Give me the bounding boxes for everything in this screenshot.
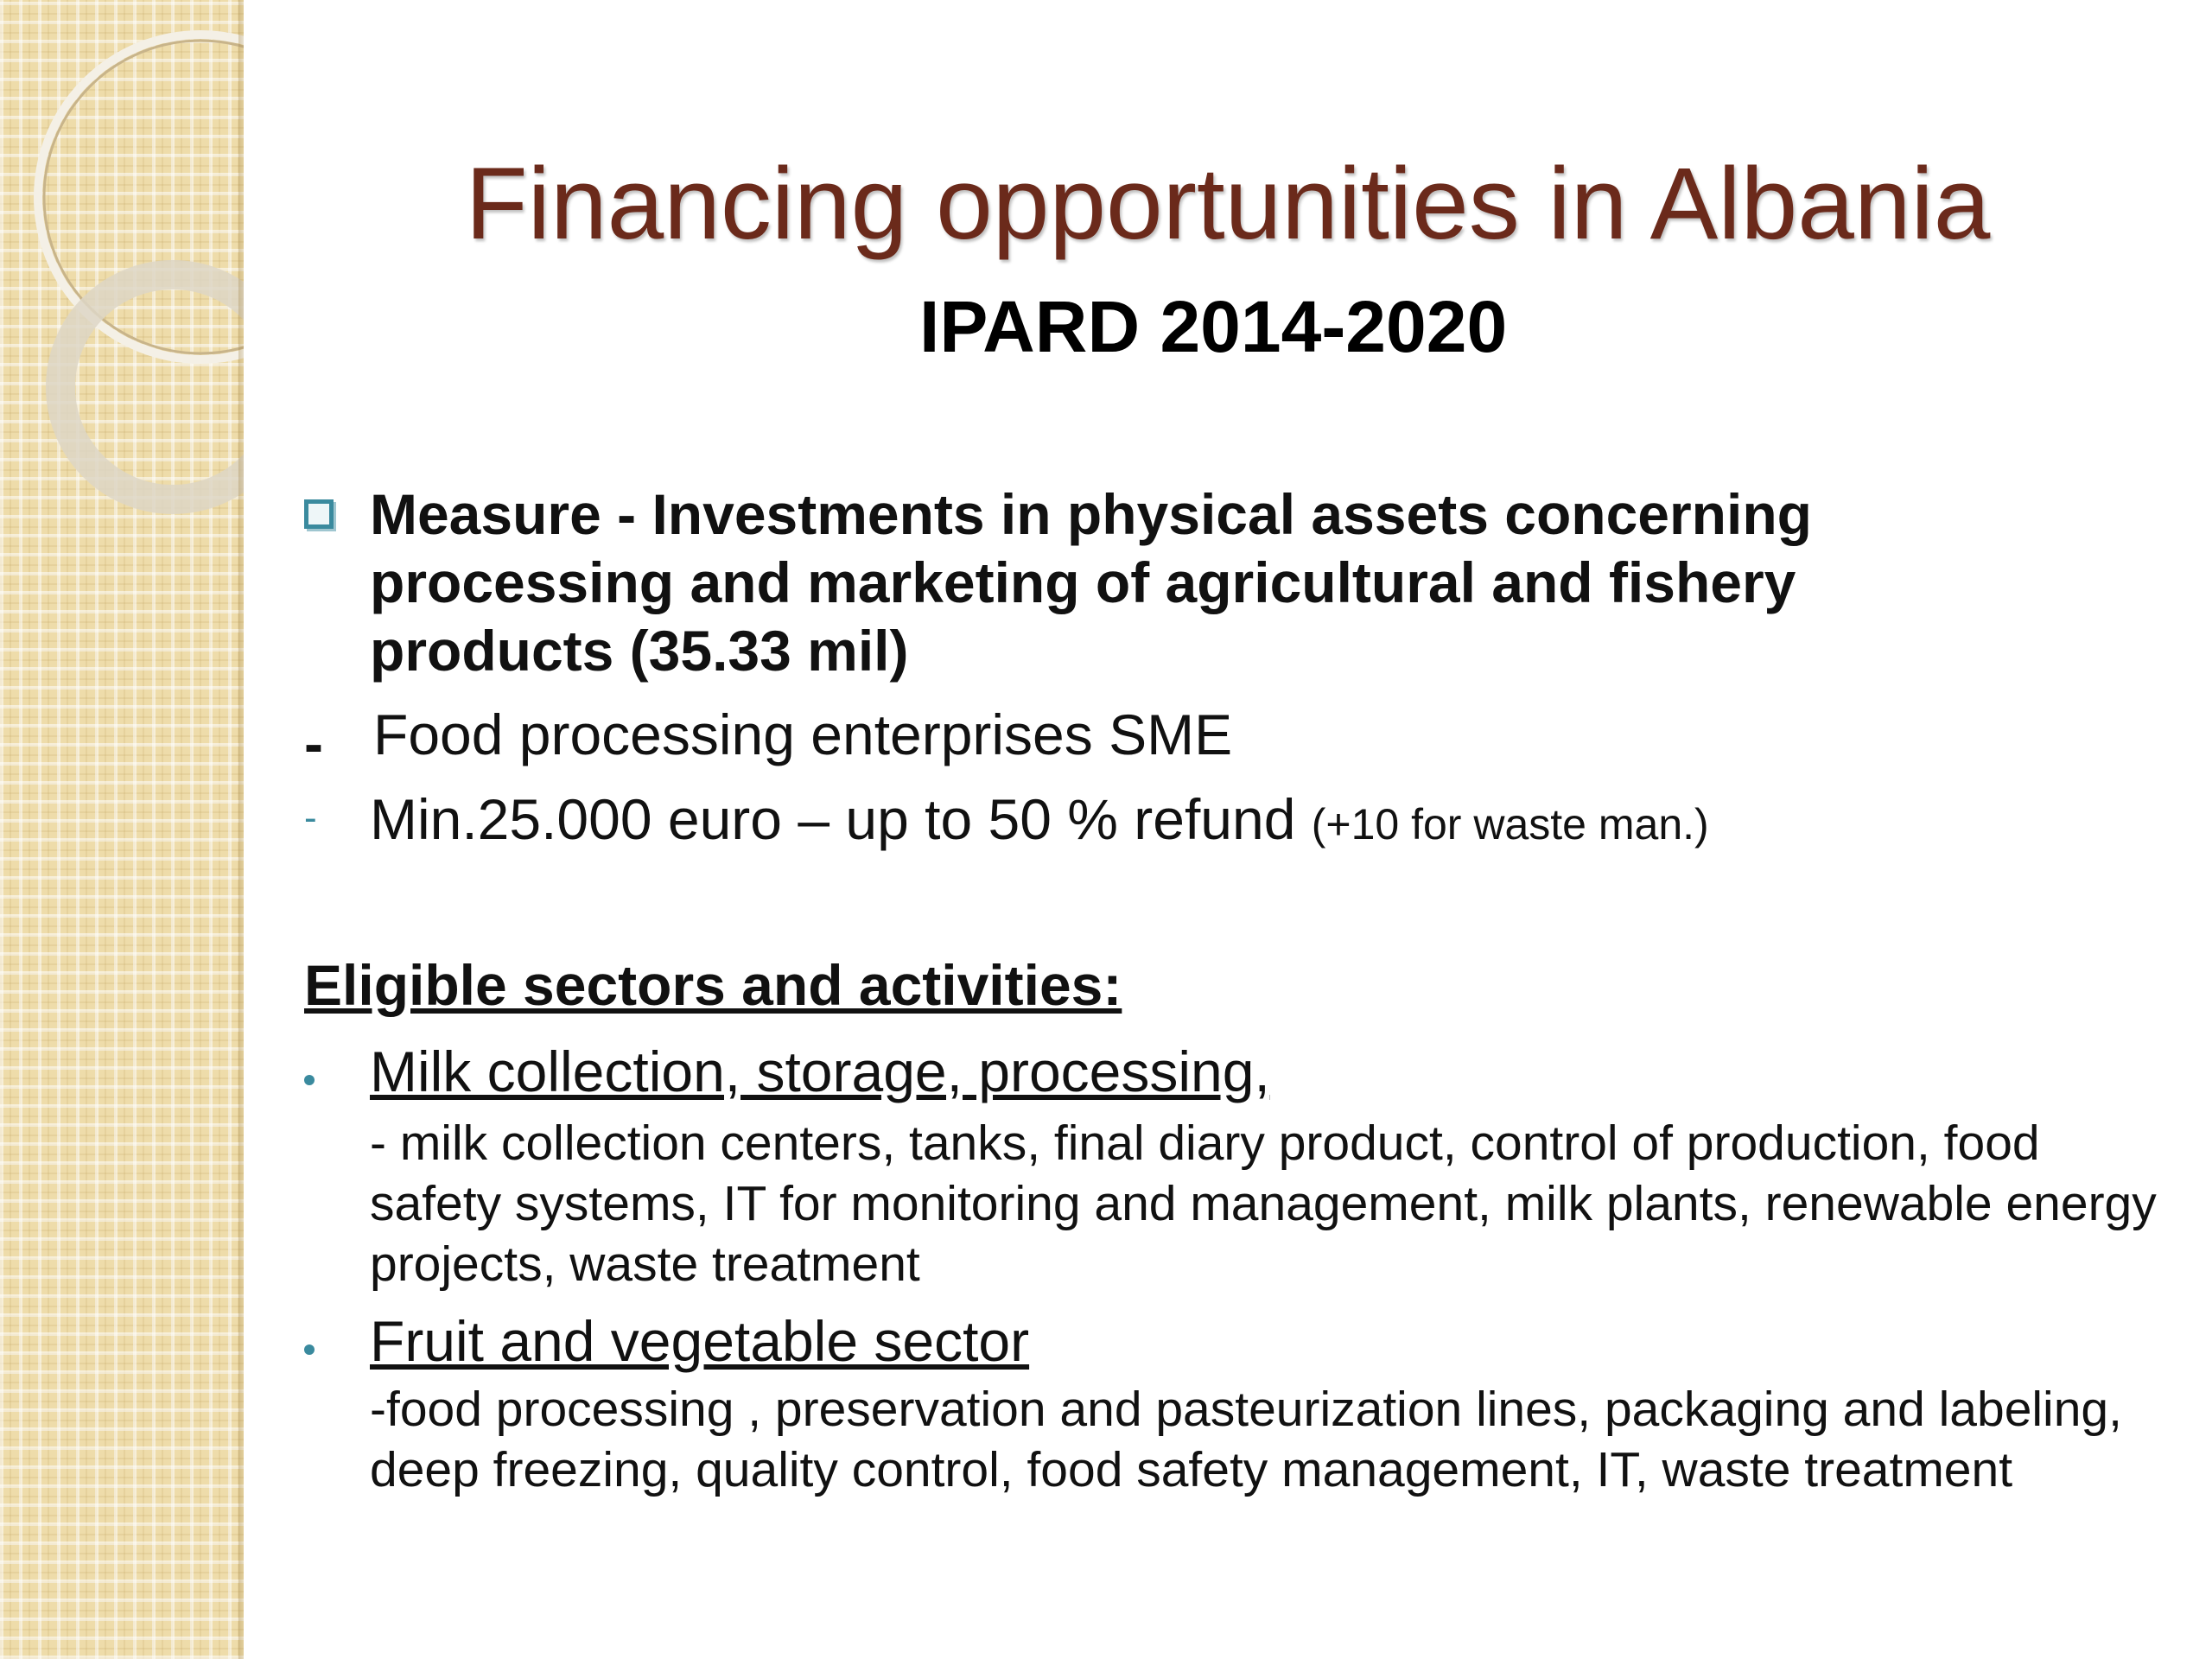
decorative-rings bbox=[0, 0, 244, 536]
measure-text: Measure - Investments in physical assets concerning processing and marketing of agricultural and fishery products (35.33 mil) bbox=[370, 482, 1812, 683]
refund-text: Min.25.000 euro – up to 50 % refund bbox=[370, 787, 1296, 851]
decorative-sidebar bbox=[0, 0, 244, 1659]
sme-line: Food processing enterprises SME bbox=[373, 702, 1233, 766]
ring-large-shadow bbox=[44, 41, 244, 353]
bullet-icon bbox=[304, 1075, 315, 1085]
slide-subtitle: IPARD 2014-2020 bbox=[919, 286, 1508, 367]
ring-large bbox=[38, 35, 244, 359]
refund-note: (+10 for waste man.) bbox=[1311, 800, 1709, 849]
dash-marker: - bbox=[304, 711, 323, 775]
sector-heading-milk: Milk collection, storage, processing, bbox=[370, 1039, 1270, 1103]
sector-description-fruit: -food processing , preservation and pasteurization lines, packaging and labeling, deep freezing, quality control, food safety management, IT, waste treatment bbox=[370, 1382, 2122, 1497]
bullet-icon bbox=[304, 1344, 315, 1355]
slide-title: Financing opportunities in Albania bbox=[465, 147, 1991, 261]
square-bullet-icon bbox=[304, 499, 334, 529]
refund-line bbox=[370, 786, 1709, 852]
eligible-heading: Eligible sectors and activities: bbox=[304, 953, 1122, 1017]
ring-small bbox=[60, 275, 244, 499]
sector-heading-fruit: Fruit and vegetable sector bbox=[370, 1309, 1030, 1373]
sector-description-milk: - milk collection centers, tanks, final diary product, control of production, food safety systems, IT for monitoring and management, milk plants, renewable energy projects, waste treatment bbox=[370, 1116, 2157, 1292]
dash-marker: - bbox=[304, 797, 317, 839]
